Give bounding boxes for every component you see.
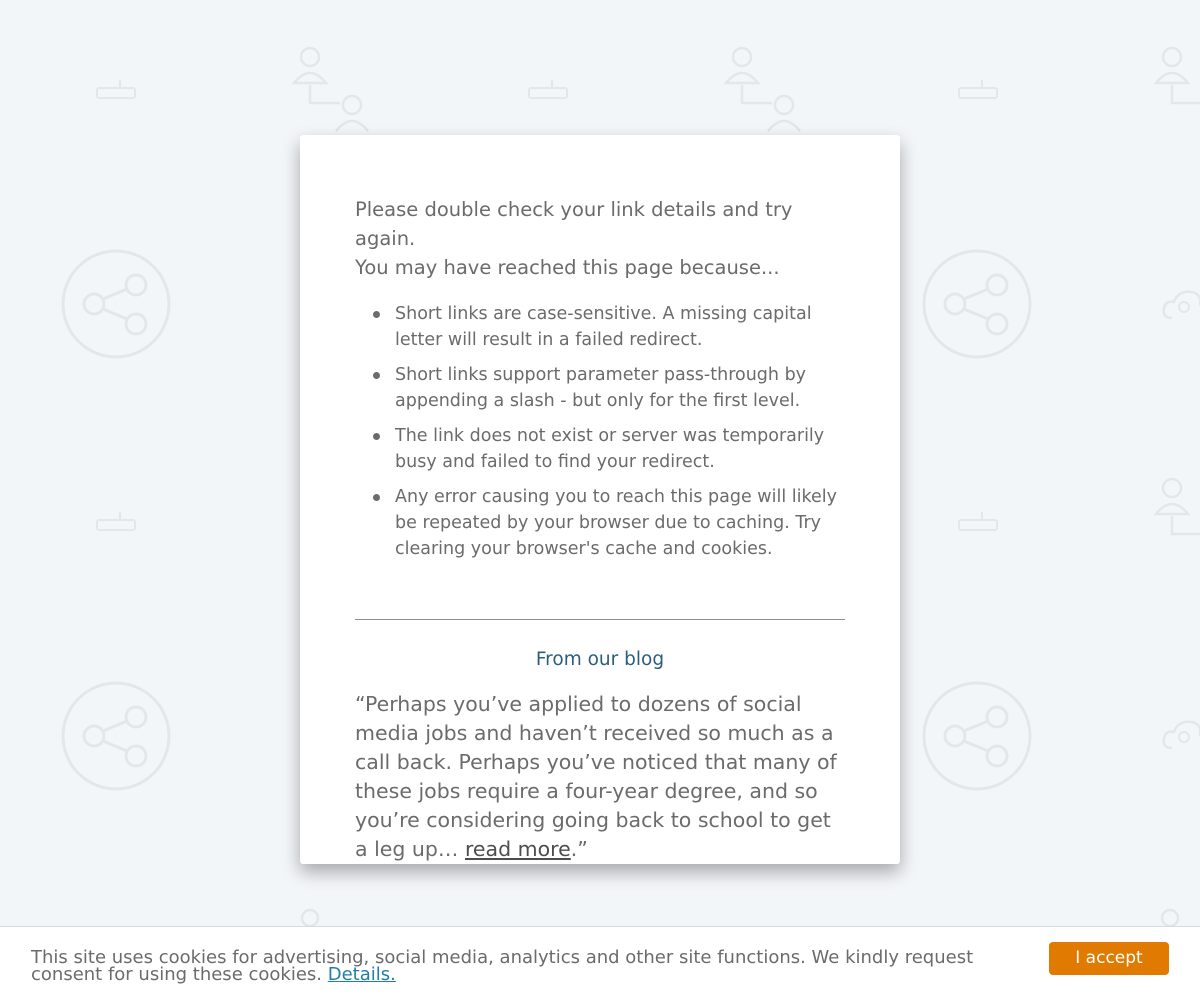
router-icon — [96, 78, 136, 102]
details-link[interactable]: Details. — [327, 964, 396, 985]
share-icon — [921, 248, 1033, 360]
bullet-icon — [373, 311, 380, 318]
router-icon — [958, 510, 998, 534]
cloud-user-icon — [1162, 712, 1200, 754]
intro-line-1: Please double check your link details and try again. — [355, 198, 793, 250]
error-card — [300, 135, 900, 864]
router-icon — [958, 78, 998, 102]
share-icon — [60, 680, 172, 792]
list-item: Short links are case-sensitive. A missing capital letter will result in a failed redirect. — [395, 301, 845, 353]
cloud-user-icon — [1162, 282, 1200, 324]
intro-line-2: You may have reached this page because... — [355, 256, 780, 279]
reasons-list — [355, 301, 845, 562]
list-item: Any error causing you to reach this page will likely be repeated by your browser due to caching. Try clearing your browser's cache and cookies. — [395, 484, 845, 562]
bullet-icon — [373, 494, 380, 501]
read-more-link[interactable]: read more — [464, 837, 571, 861]
user-network-icon — [1152, 45, 1200, 135]
cookie-text — [31, 949, 1041, 983]
quote-text: “Perhaps you’ve applied to dozens of social media jobs and haven’t received so much as a call back. Perhaps you’ve noticed that many of these jobs require a four-year degree, and so you’re considering going back to school to get a leg up… — [355, 692, 837, 861]
bullet-icon — [373, 372, 380, 379]
list-item: Short links support parameter pass-through by appending a slash - but only for the first level. — [395, 362, 845, 414]
cookie-bar — [0, 926, 1200, 1000]
user-icon — [1158, 906, 1182, 926]
cookie-message: This site uses cookies for advertising, social media, analytics and other site functions. We kindly request consent for using these cookies. — [31, 947, 974, 985]
accept-cookies-button[interactable]: I accept — [1049, 942, 1169, 975]
user-network-icon — [290, 45, 375, 135]
share-icon — [921, 680, 1033, 792]
intro-text — [355, 195, 845, 282]
bullet-icon — [373, 433, 380, 440]
user-network-icon — [1152, 476, 1200, 566]
router-icon — [528, 78, 568, 102]
share-icon — [60, 248, 172, 360]
router-icon — [96, 510, 136, 534]
blog-heading: From our blog — [535, 649, 665, 670]
user-network-icon — [722, 45, 807, 135]
divider — [355, 619, 845, 620]
user-icon — [298, 906, 322, 926]
blog-quote — [355, 690, 845, 864]
list-item: The link does not exist or server was temporarily busy and failed to find your redirect. — [395, 423, 845, 475]
quote-end: .” — [570, 837, 588, 861]
